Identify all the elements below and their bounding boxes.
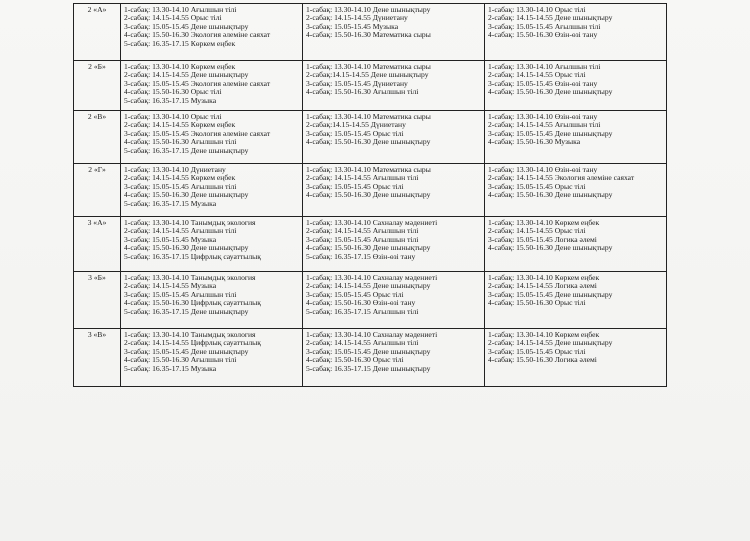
class-label: 2 «В» [74,111,121,164]
lesson-line: 2-сабақ: 14.15-14.55 Ағылшын тілі [306,226,419,236]
lesson-line: 4-сабақ: 15.50-16.30 Дене шынықтыру [488,87,613,97]
lesson-line: 2-сабақ: 14.15-14.55 Цифрлық сауаттылық [124,338,261,348]
lessons-cell-day3 [485,111,667,164]
lesson-line: 4-сабақ: 15.50-16.30 Цифрлық сауаттылық [124,298,261,308]
lesson-line: 3-сабақ: 15.05-15.45 Ағылшын тілі [124,289,237,299]
lesson-line: 3-сабақ: 15.05-15.45 Орыс тілі [306,181,404,191]
lesson-list [485,217,666,254]
lesson-line: 5-сабақ: 16.35-17.15 Музыка [124,95,217,105]
lesson-list [303,164,484,201]
lesson-line: 3-сабақ: 15.05-15.45 Орыс тілі [488,181,586,191]
lesson-line: 4-сабақ: 15.50-16.30 Музыка [488,137,581,147]
lessons-cell-day2 [303,111,485,164]
lesson-list [303,272,484,317]
lesson-line: 3-сабақ: 15.05-15.45 Орыс тілі [306,289,404,299]
lesson-list [485,164,666,201]
lesson-list [121,4,302,49]
lesson-line: 3-сабақ: 15.05-15.45 Ағылшын тілі [306,234,419,244]
lesson-line: 5-сабақ: 16.35-17.15 Өзін-өзі тану [306,251,416,261]
lesson-line: 1-сабақ: 13.30-14.10 Орыс тілі [488,5,586,14]
lesson-line: 1-сабақ: 13.30-14.10 Орыс тілі [124,112,222,121]
lesson-line: 1-сабақ: 13.30-14.10 Ағылшын тілі [488,62,601,71]
lesson-line: 4-сабақ: 15.50-16.30 Ағылшын тілі [306,87,419,97]
lesson-list [121,217,302,262]
lesson-line: 1-сабақ: 13.30-14.10 Көркем еңбек [488,273,600,282]
lessons-cell-day2 [303,272,485,329]
lesson-line: 4-сабақ: 15.50-16.30 Орыс тілі [488,298,586,308]
table-row [74,272,667,329]
lesson-line: 3-сабақ: 15.05-15.45 Музыка [306,21,399,31]
lessons-cell-day3 [485,4,667,61]
lesson-line: 3-сабақ: 15.05-15.45 Дүниетану [306,78,408,88]
lessons-cell-day2 [303,164,485,217]
lesson-line: 3-сабақ: 15.05-15.45 Ағылшын тілі [488,21,601,31]
class-label: 2 «А» [74,4,121,61]
class-label: 3 «В» [74,329,121,387]
lesson-line: 4-сабақ: 15.50-16.30 Дене шынықтыру [306,190,431,200]
lessons-cell-day1 [121,272,303,329]
lesson-line: 5-сабақ: 16.35-17.15 Дене шынықтыру [124,145,249,155]
lesson-line: 3-сабақ: 15.05-15.45 Экология әлеміне саяхат [124,78,271,88]
lesson-line: 1-сабақ: 13.30-14.10 Танымдық экология [124,330,256,339]
lesson-line: 4-сабақ: 15.50-16.30 Дене шынықтыру [306,243,431,253]
schedule-body [74,4,667,387]
lesson-line: 1-сабақ: 13.30-14.10 Ағылшын тілі [124,5,237,14]
lesson-line: 3-сабақ: 15.05-15.45 Ағылшын тілі [124,181,237,191]
lesson-list [121,111,302,156]
lesson-line: 2-сабақ: 14.15-14.55 Орыс тілі [488,70,586,80]
lesson-line: 2-сабақ: 14.15-14.55 Ағылшын тілі [306,338,419,348]
lesson-line: 3-сабақ: 15.05-15.45 Логика әлемі [488,234,597,244]
schedule-table [73,3,667,387]
lesson-list [485,61,666,98]
lessons-cell-day3 [485,272,667,329]
lessons-cell-day3 [485,61,667,111]
lesson-line: 3-сабақ: 15.05-15.45 Орыс тілі [306,128,404,138]
lesson-line: 4-сабақ: 15.50-16.30 Өзін-өзі тану [488,30,598,40]
lesson-line: 4-сабақ: 15.50-16.30 Орыс тілі [124,87,222,97]
lesson-list [303,217,484,262]
table-row [74,217,667,272]
lesson-line: 4-сабақ: 15.50-16.30 Ағылшын тілі [124,137,237,147]
lesson-list [121,164,302,209]
lessons-cell-day1 [121,217,303,272]
lesson-list [121,329,302,374]
lesson-list [485,272,666,309]
lesson-line: 4-сабақ: 15.50-16.30 Дене шынықтыру [306,137,431,147]
lesson-line: 1-сабақ: 13.30-14.10 Танымдық экология [124,273,256,282]
lessons-cell-day1 [121,111,303,164]
lesson-line: 4-сабақ: 15.50-16.30 Өзін-өзі тану [306,298,416,308]
lesson-line: 3-сабақ: 15.05-15.45 Өзін-өзі тану [488,78,598,88]
lesson-line: 4-сабақ: 15.50-16.30 Дене шынықтыру [124,190,249,200]
lesson-line: 4-сабақ: 15.50-16.30 Дене шынықтыру [488,190,613,200]
class-label: 3 «Б» [74,272,121,329]
lessons-cell-day1 [121,61,303,111]
table-row [74,164,667,217]
lessons-cell-day1 [121,164,303,217]
lesson-line: 1-сабақ: 13.30-14.10 Сахналау мәдениеті [306,218,438,227]
lessons-cell-day2 [303,329,485,387]
lessons-cell-day1 [121,329,303,387]
lesson-line: 2-сабақ: 14.15-14.55 Ағылшын тілі [306,173,419,183]
lesson-line: 5-сабақ: 16.35-17.15 Дене шынықтыру [124,306,249,316]
lesson-line: 1-сабақ: 13.30-14.10 Сахналау мәдениеті [306,330,438,339]
lesson-line: 1-сабақ: 13.30-14.10 Көркем еңбек [488,218,600,227]
lesson-line: 1-сабақ: 13.30-14.10 Математика сыры [306,112,431,121]
lesson-line: 1-сабақ: 13.30-14.10 Математика сыры [306,62,431,71]
lesson-line: 2-сабақ: 14.15-14.55 Логика әлемі [488,281,597,291]
lesson-list [303,111,484,148]
lesson-line: 3-сабақ: 15.05-15.45 Орыс тілі [488,346,586,356]
lesson-line: 2-сабақ: 14.15-14.55 Дене шынықтыру [124,70,249,80]
lesson-line: 1-сабақ: 13.30-14.10 Сахналау мәдениеті [306,273,438,282]
lessons-cell-day3 [485,217,667,272]
lesson-line: 2-сабақ: 14.15-14.55 Ағылшын тілі [124,226,237,236]
lesson-line: 3-сабақ: 15.05-15.45 Дене шынықтыру [306,346,431,356]
lesson-line: 5-сабақ: 16.35-17.15 Ағылшын тілі [306,306,419,316]
table-row [74,61,667,111]
lesson-line: 1-сабақ: 13.30-14.10 Өзін-өзі тану [488,165,598,174]
lesson-line: 1-сабақ: 13.30-14.10 Математика сыры [306,165,431,174]
lesson-line: 5-сабақ: 16.35-17.15 Музыка [124,363,217,373]
lesson-line: 4-сабақ: 15.50-16.30 Дене шынықтыру [124,243,249,253]
lesson-line: 1-сабақ: 13.30-14.10 Көркем еңбек [488,330,600,339]
lesson-line: 2-сабақ: 14.15-14.55 Дене шынықтыру [306,281,431,291]
lesson-list [485,111,666,148]
lessons-cell-day1 [121,4,303,61]
lesson-line: 5-сабақ: 16.35-17.15 Көркем еңбек [124,38,236,48]
table-row [74,111,667,164]
lesson-list [303,61,484,98]
table-row [74,329,667,387]
lesson-line: 2-сабақ: 14.15-14.55 Экология әлеміне саяхат [488,173,635,183]
lesson-list [485,4,666,41]
lesson-line: 2-сабақ:14.15-14.55 Дене шынықтыру [306,70,429,80]
lesson-line: 4-сабақ: 15.50-16.30 Дене шынықтыру [488,243,613,253]
lesson-line: 2-сабақ:14.15-14.55 Дүниетану [306,120,406,130]
lesson-list [303,329,484,374]
lessons-cell-day2 [303,217,485,272]
lesson-line: 2-сабақ: 14.15-14.55 Көркем еңбек [124,173,236,183]
class-label: 2 «Г» [74,164,121,217]
lesson-line: 2-сабақ: 14.15-14.55 Дене шынықтыру [488,13,613,23]
lesson-line: 1-сабақ: 13.30-14.10 Танымдық экология [124,218,256,227]
lesson-line: 5-сабақ: 16.35-17.15 Дене шынықтыру [306,363,431,373]
lesson-line: 5-сабақ: 16.35-17.15 Музыка [124,198,217,208]
lesson-line: 1-сабақ: 13.30-14.10 Дене шынықтыру [306,5,431,14]
lesson-line: 4-сабақ: 15.50-16.30 Орыс тілі [306,355,404,365]
lesson-line: 1-сабақ: 13.30-14.10 Көркем еңбек [124,62,236,71]
class-label: 3 «А» [74,217,121,272]
lesson-line: 3-сабақ: 15.05-15.45 Экология әлеміне саяхат [124,128,271,138]
lesson-line: 1-сабақ: 13.30-14.10 Өзін-өзі тану [488,112,598,121]
lesson-line: 3-сабақ: 15.05-15.45 Дене шынықтыру [488,128,613,138]
lesson-line: 2-сабақ: 14.15-14.55 Музыка [124,281,217,291]
lesson-line: 4-сабақ: 15.50-16.30 Экология әлеміне саяхат [124,30,271,40]
lessons-cell-day3 [485,329,667,387]
lessons-cell-day2 [303,61,485,111]
lesson-list [121,61,302,106]
lesson-line: 3-сабақ: 15.05-15.45 Дене шынықтыру [488,289,613,299]
lesson-line: 4-сабақ: 15.50-16.30 Логика әлемі [488,355,597,365]
lesson-line: 2-сабақ: 14.15-14.55 Көркем еңбек [124,120,236,130]
lesson-line: 2-сабақ: 14.15-14.55 Дене шынықтыру [488,338,613,348]
class-label: 2 «Б» [74,61,121,111]
lesson-line: 3-сабақ: 15.05-15.45 Дене шынықтыру [124,21,249,31]
lesson-line: 5-сабақ: 16.35-17.15 Цифрлық сауаттылық [124,251,261,261]
table-row [74,4,667,61]
lesson-list [303,4,484,41]
lesson-line: 2-сабақ: 14.15-14.55 Ағылшын тілі [488,120,601,130]
lessons-cell-day3 [485,164,667,217]
lesson-list [485,329,666,366]
lesson-line: 2-сабақ: 14.15-14.55 Дүниетану [306,13,408,23]
lesson-line: 2-сабақ: 14.15-14.55 Орыс тілі [124,13,222,23]
lesson-line: 1-сабақ: 13.30-14.10 Дүниетану [124,165,226,174]
lesson-line: 3-сабақ: 15.05-15.45 Музыка [124,234,217,244]
lesson-line: 4-сабақ: 15.50-16.30 Ағылшын тілі [124,355,237,365]
lesson-line: 2-сабақ: 14.15-14.55 Орыс тілі [488,226,586,236]
lesson-line: 4-сабақ: 15.50-16.30 Математика сыры [306,30,431,40]
lesson-line: 3-сабақ: 15.05-15.45 Дене шынықтыру [124,346,249,356]
lessons-cell-day2 [303,4,485,61]
lesson-list [121,272,302,317]
